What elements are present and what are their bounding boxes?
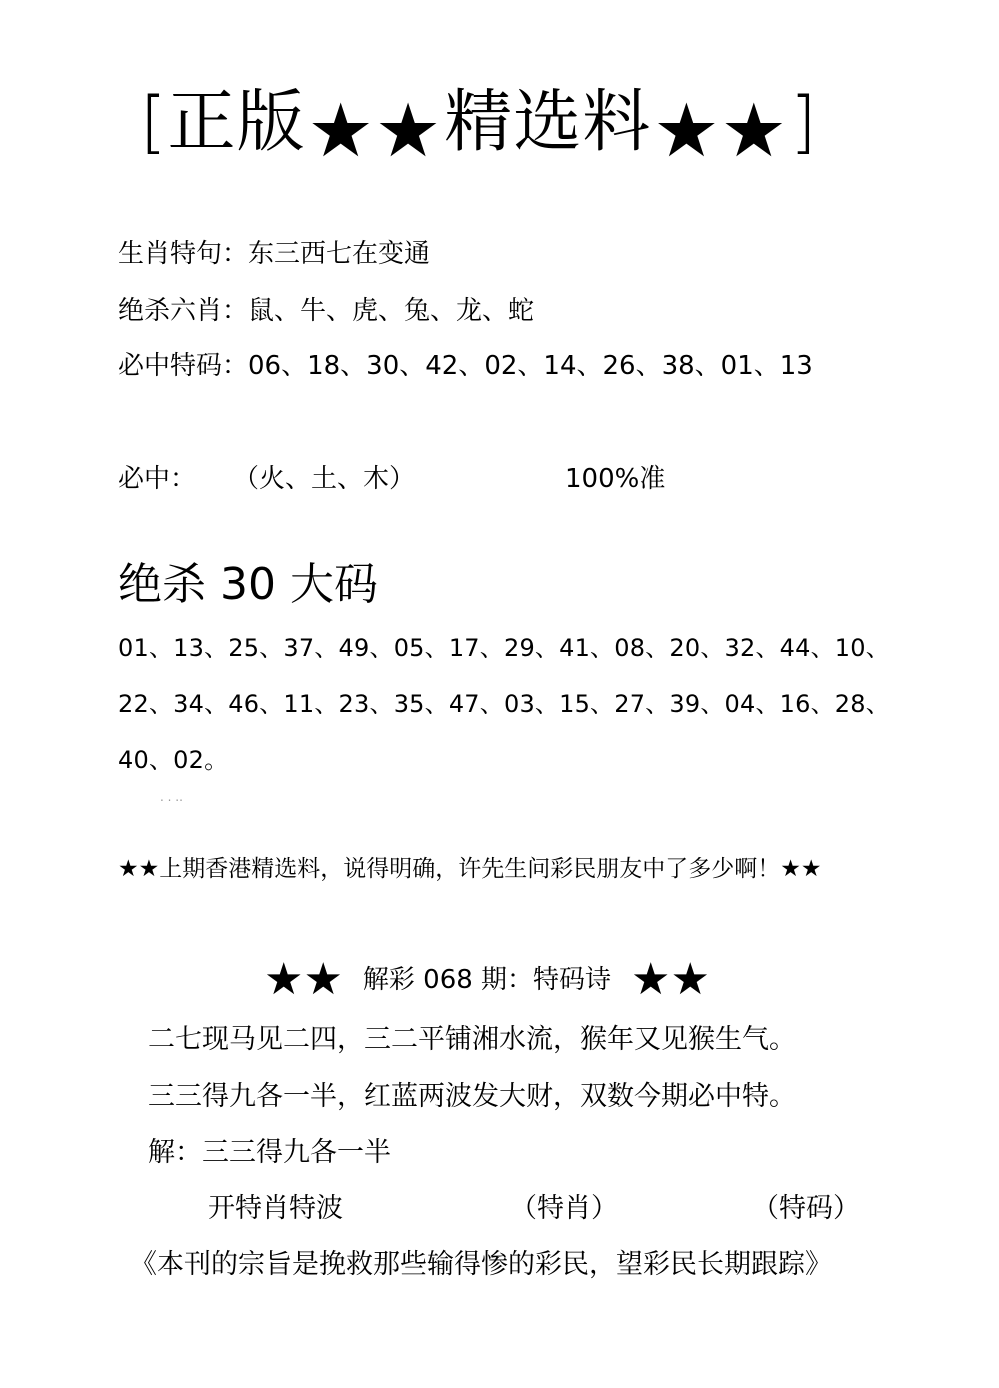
last-issue-notice: ★★上期香港精选料，说得明确，许先生问彩民朋友中了多少啊！★★ <box>118 856 822 882</box>
poem-heading <box>264 954 710 1005</box>
poem-stars-left: ★★ <box>264 954 343 1005</box>
zodiac-phrase: 生肖特句：东三西七在变通 <box>118 239 431 269</box>
poem-line-1: 二七现马见二四，三二平铺湘水流，猴年又见猴生气。 <box>148 1024 796 1055</box>
poem-line-2: 三三得九各一半，红蓝两波发大财，双数今期必中特。 <box>148 1081 796 1112</box>
stray-marks: . . .. <box>160 790 183 804</box>
title-stars-left: ★★ <box>307 88 443 174</box>
title-close-bracket: ] <box>789 83 818 162</box>
kill-six-zodiacs: 绝杀六肖：鼠、牛、虎、兔、龙、蛇 <box>118 296 535 326</box>
poem-stars-right: ★★ <box>631 954 710 1005</box>
footer-motto: 《本刊的宗旨是挽救那些输得惨的彩民，望彩民长期跟踪》 <box>130 1249 832 1280</box>
poem-title: 解彩 068 期：特码诗 <box>362 965 612 995</box>
accuracy-text: 100%准 <box>565 464 666 494</box>
page-title <box>140 78 818 174</box>
special-zodiac-label: （特肖） <box>510 1193 618 1224</box>
special-number-label: （特码） <box>752 1193 860 1224</box>
must-elements-label: 必中： <box>118 464 197 494</box>
must-elements-row <box>118 461 666 497</box>
kill-30-heading: 绝杀 30 大码 <box>118 559 378 610</box>
title-stars-right: ★★ <box>653 88 788 174</box>
title-part-2: 精选料 <box>444 83 652 162</box>
kill-30-line-1: 01、13、25、37、49、05、17、29、41、08、20、32、44、10、 <box>118 634 890 662</box>
title-part-1: 正版 <box>167 83 306 162</box>
kill-30-line-2: 22、34、46、11、23、35、47、03、15、27、39、04、16、28、 <box>118 690 890 718</box>
open-label: 开特肖特波 <box>208 1193 343 1224</box>
must-special-numbers: 必中特码：06、18、30、42、02、14、26、38、01、13 <box>118 351 813 381</box>
kill-30-line-3: 40、02。 <box>118 746 229 774</box>
must-elements-value: （火、土、木） <box>233 464 416 494</box>
poem-explanation: 解：三三得九各一半 <box>148 1137 391 1168</box>
title-open-bracket: [ <box>140 83 168 162</box>
